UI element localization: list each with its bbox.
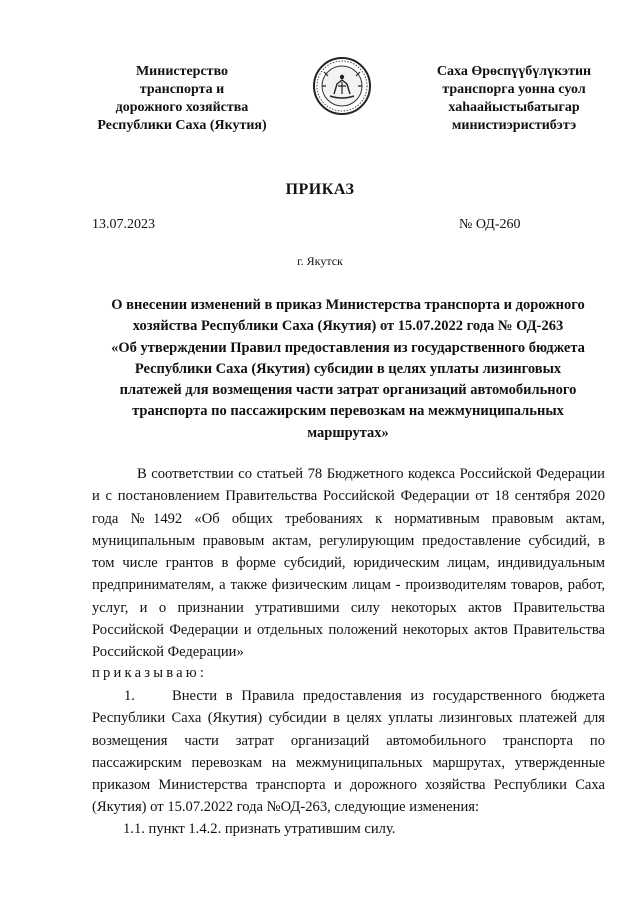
item-1-1-paragraph: 1.1. пункт 1.4.2. признать утратившим силу. bbox=[123, 821, 396, 837]
subject-line: маршрутах» bbox=[307, 424, 389, 441]
item-1-text: Внести в Правила предоставления из государственного бюджета Республики Саха (Якутия) субсидии в целях уплаты лизинговых платежей для возмещения части затрат организаций автомобильного транспорта по пассажирским перевозкам на межмуниципальных маршрутах, утвержденные приказом Министерства транспорта и дорожного хозяйства Республики Саха (Якутия) от 15.07.2022 года №ОД-263, следующие изменения: bbox=[92, 688, 605, 816]
subject-line: транспорта по пассажирским перевозкам на межмуниципальных bbox=[132, 403, 564, 420]
subject-line: платежей для возмещения части затрат организаций автомобильного bbox=[119, 382, 577, 399]
ministry-name-russian: Министерство транспорта и дорожного хозяйства Республики Саха (Якутия) bbox=[97, 64, 267, 133]
document-city: г. Якутск bbox=[297, 254, 343, 268]
document-title: ПРИКАЗ bbox=[285, 181, 355, 198]
coat-of-arms-emblem bbox=[312, 56, 372, 116]
document-date: 13.07.2023 bbox=[92, 217, 155, 232]
ministry-name-yakut: Саха Өрөспүүбүлүкэтин транспорга уонна суол хаһаайыстыбатыгар министиэристибэтэ bbox=[436, 64, 592, 133]
item-1-paragraph bbox=[92, 685, 605, 819]
document-number: № ОД-260 bbox=[459, 217, 521, 232]
preamble-paragraph: В соответствии со статьей 78 Бюджетного кодекса Российской Федерации и с постановлением Правительства Российской Федерации от 18 сентября 2020 года №1492 «Об общих требованиях к нормативным правовым актам, муниципальным правовым актам, регулирующим предоставление субсидий, в том числе грантов в форме субсидий, юридическим лицам, индивидуальным предпринимателям, а также физическим лицам - производителям товаров, работ, услуг, и о признании утратившими силу некоторых актов Правительства Российской Федерации и отдельных положений некоторых актов Правительства Российской Федерации» bbox=[92, 466, 605, 661]
subject-line: «Об утверждении Правил предоставления из государственного бюджета bbox=[111, 339, 585, 356]
document-subject bbox=[96, 295, 600, 444]
item-1-number: 1. bbox=[124, 688, 135, 704]
subject-line: Республики Саха (Якутия) субсидии в целях уплаты лизинговых bbox=[134, 360, 562, 377]
subject-line: хозяйства Республики Саха (Якутия) от 15.07.2022 года № ОД-263 bbox=[132, 318, 564, 335]
decree-word: приказываю: bbox=[92, 665, 208, 681]
subject-line: О внесении изменений в приказ Министерства транспорта и дорожного bbox=[111, 297, 585, 313]
